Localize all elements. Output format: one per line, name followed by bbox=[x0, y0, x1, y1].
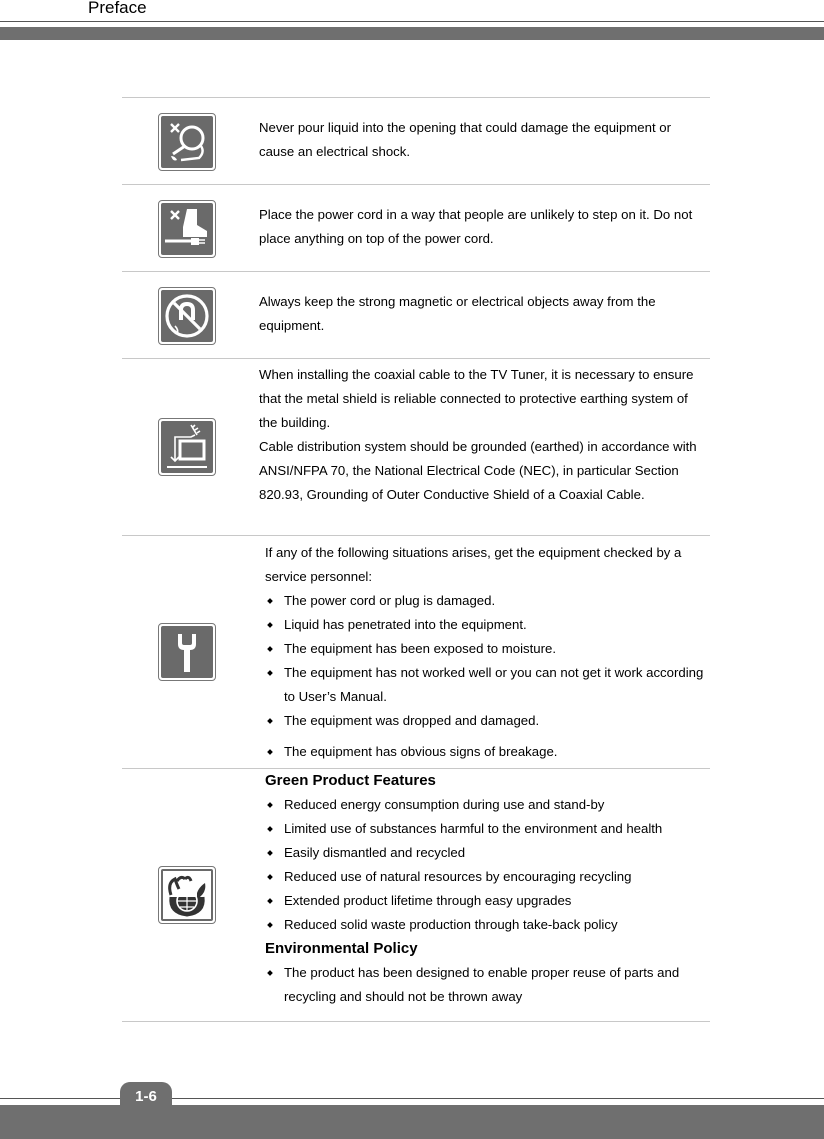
no-magnet-icon bbox=[158, 287, 216, 345]
safety-row bbox=[122, 358, 710, 535]
no-liquid-icon bbox=[158, 113, 216, 171]
page-number: 1-6 bbox=[120, 1082, 172, 1108]
row-text: Never pour liquid into the opening that could damage the equipment or cause an electrical shock. bbox=[259, 120, 672, 159]
row-text-secondary: Cable distribution system should be grounded (earthed) in accordance with ANSI/NFPA 70, the National Electrical Code (NEC), in particular Section 820.93, Grounding of Outer Conductive Shield of a Coaxial Cable. bbox=[259, 439, 697, 502]
list-item: The equipment has been exposed to moisture. bbox=[265, 637, 710, 661]
list-item: Extended product lifetime through easy upgrades bbox=[265, 889, 710, 913]
section-heading: Environmental Policy bbox=[265, 940, 418, 957]
list-item: The equipment has obvious signs of breakage. bbox=[265, 740, 710, 764]
list-item: Liquid has penetrated into the equipment. bbox=[265, 613, 710, 637]
page-header-title: Preface bbox=[88, 0, 147, 17]
footer-bar bbox=[0, 1105, 824, 1139]
list-item: Limited use of substances harmful to the environment and health bbox=[265, 817, 710, 841]
header-bar bbox=[0, 27, 824, 40]
row-text: Place the power cord in a way that people are unlikely to step on it. Do not place anything on top of the power cord. bbox=[259, 207, 693, 246]
safety-row bbox=[122, 271, 710, 358]
safety-row bbox=[122, 535, 710, 768]
list-item: The product has been designed to enable proper reuse of parts and recycling and should not be thrown away bbox=[265, 961, 710, 1009]
power-cord-step-icon bbox=[158, 200, 216, 258]
list-item: Reduced use of natural resources by encouraging recycling bbox=[265, 865, 710, 889]
section-heading: Green Product Features bbox=[265, 772, 436, 789]
list-item: Easily dismantled and recycled bbox=[265, 841, 710, 865]
list-item: Reduced energy consumption during use and stand-by bbox=[265, 793, 710, 817]
safety-table bbox=[122, 97, 710, 1022]
row-intro: If any of the following situations arises, get the equipment checked by a service personnel: bbox=[265, 545, 682, 584]
safety-row bbox=[122, 768, 710, 1022]
green-globe-icon bbox=[158, 866, 216, 924]
wrench-icon bbox=[158, 623, 216, 681]
tv-antenna-icon bbox=[158, 418, 216, 476]
list-item: The power cord or plug is damaged. bbox=[265, 589, 710, 613]
row-text: When installing the coaxial cable to the TV Tuner, it is necessary to ensure that the metal shield is reliable connected to protective earthing system of the building. bbox=[259, 367, 694, 430]
list-item: The equipment was dropped and damaged. bbox=[265, 709, 710, 733]
list-item: The equipment has not worked well or you can not get it work according to User’s Manual. bbox=[265, 661, 710, 709]
safety-row bbox=[122, 184, 710, 271]
header-rule bbox=[0, 21, 824, 22]
safety-row bbox=[122, 97, 710, 184]
list-item: Reduced solid waste production through take-back policy bbox=[265, 913, 710, 937]
row-text: Always keep the strong magnetic or electrical objects away from the equipment. bbox=[259, 294, 656, 333]
